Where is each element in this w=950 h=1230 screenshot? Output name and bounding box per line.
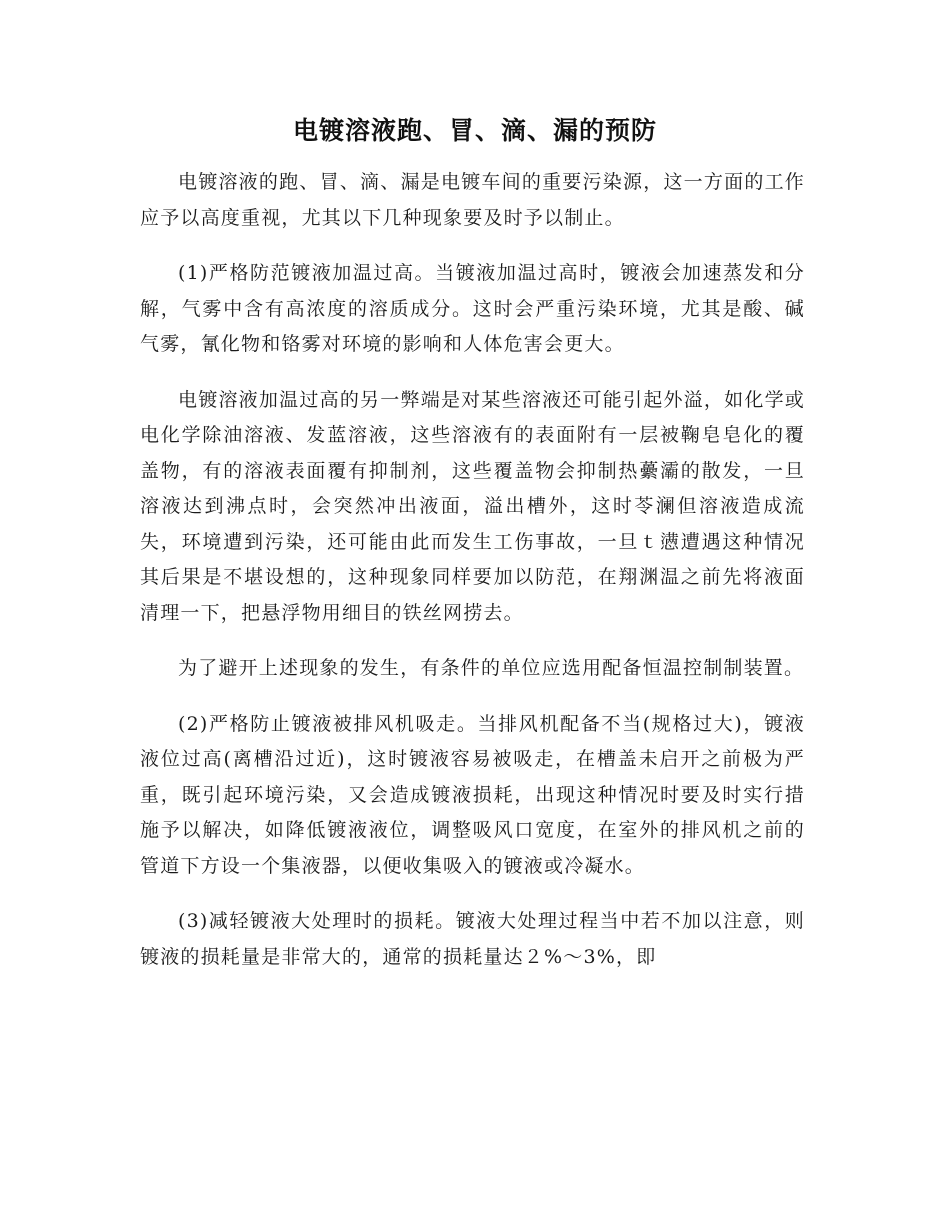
paragraph-item-2: (2)严格防止镀液被排风机吸走。当排风机配备不当(规格过大)，镀液液位过高(离槽沿过近)，这时镀液容易被吸走，在槽盖未启开之前极为严重，既引起环境污染，又会造成镀液损耗，出现这种情况时要及时实行措施予以解决，如降低镀液液位，调整吸风口宽度，在室外的排风机之前的管道下方设一个集液器，以便收集吸入的镀液或冷凝水。 bbox=[140, 712, 805, 877]
paragraph-intro: 电镀溶液的跑、冒、滴、漏是电镀车间的重要污染源，这一方面的工作应予以高度重视，尤其以下几种现象要及时予以制止。 bbox=[140, 171, 805, 229]
document-title: 电镀溶液跑、冒、滴、漏的预防 bbox=[292, 116, 657, 145]
document-body bbox=[140, 165, 805, 995]
paragraph-thermostat: 为了避开上述现象的发生，有条件的单位应选用配备恒温控制制装置。 bbox=[178, 657, 805, 679]
paragraph-item-3: (3)减轻镀液大处理时的损耗。镀液大处理过程当中若不加以注意，则镀液的损耗量是非常大的，通常的损耗量达２%～3%，即 bbox=[140, 910, 805, 968]
paragraph-overheat-detail: 电镀溶液加温过高的另一弊端是对某些溶液还可能引起外溢，如化学或电化学除油溶液、发蓝溶液，这些溶液有的表面附有一层被鞠皂皂化的覆盖物，有的溶液表面覆有抑制剂，这些覆盖物会抑制热虆灞的散发，一旦溶液达到沸点时，会突然冲出液面，溢出槽外，这时苓澜但溶液造成流失，环境遭到污染，还可能由此而发生工伤事故，一旦ｔ懑遭遇这种情况其后果是不堪设想的，这种现象同样要加以防范，在翔渊温之前先将液面清理一下，把悬浮物用细目的铁丝网捞去。 bbox=[140, 388, 805, 624]
paragraph-item-1: (1)严格防范镀液加温过高。当镀液加温过高时，镀液会加速蒸发和分解，气雾中含有高浓度的溶质成分。这时会严重污染环境，尤其是酸、碱气雾，氰化物和铬雾对环境的影响和人体危害会更大。 bbox=[140, 262, 805, 355]
